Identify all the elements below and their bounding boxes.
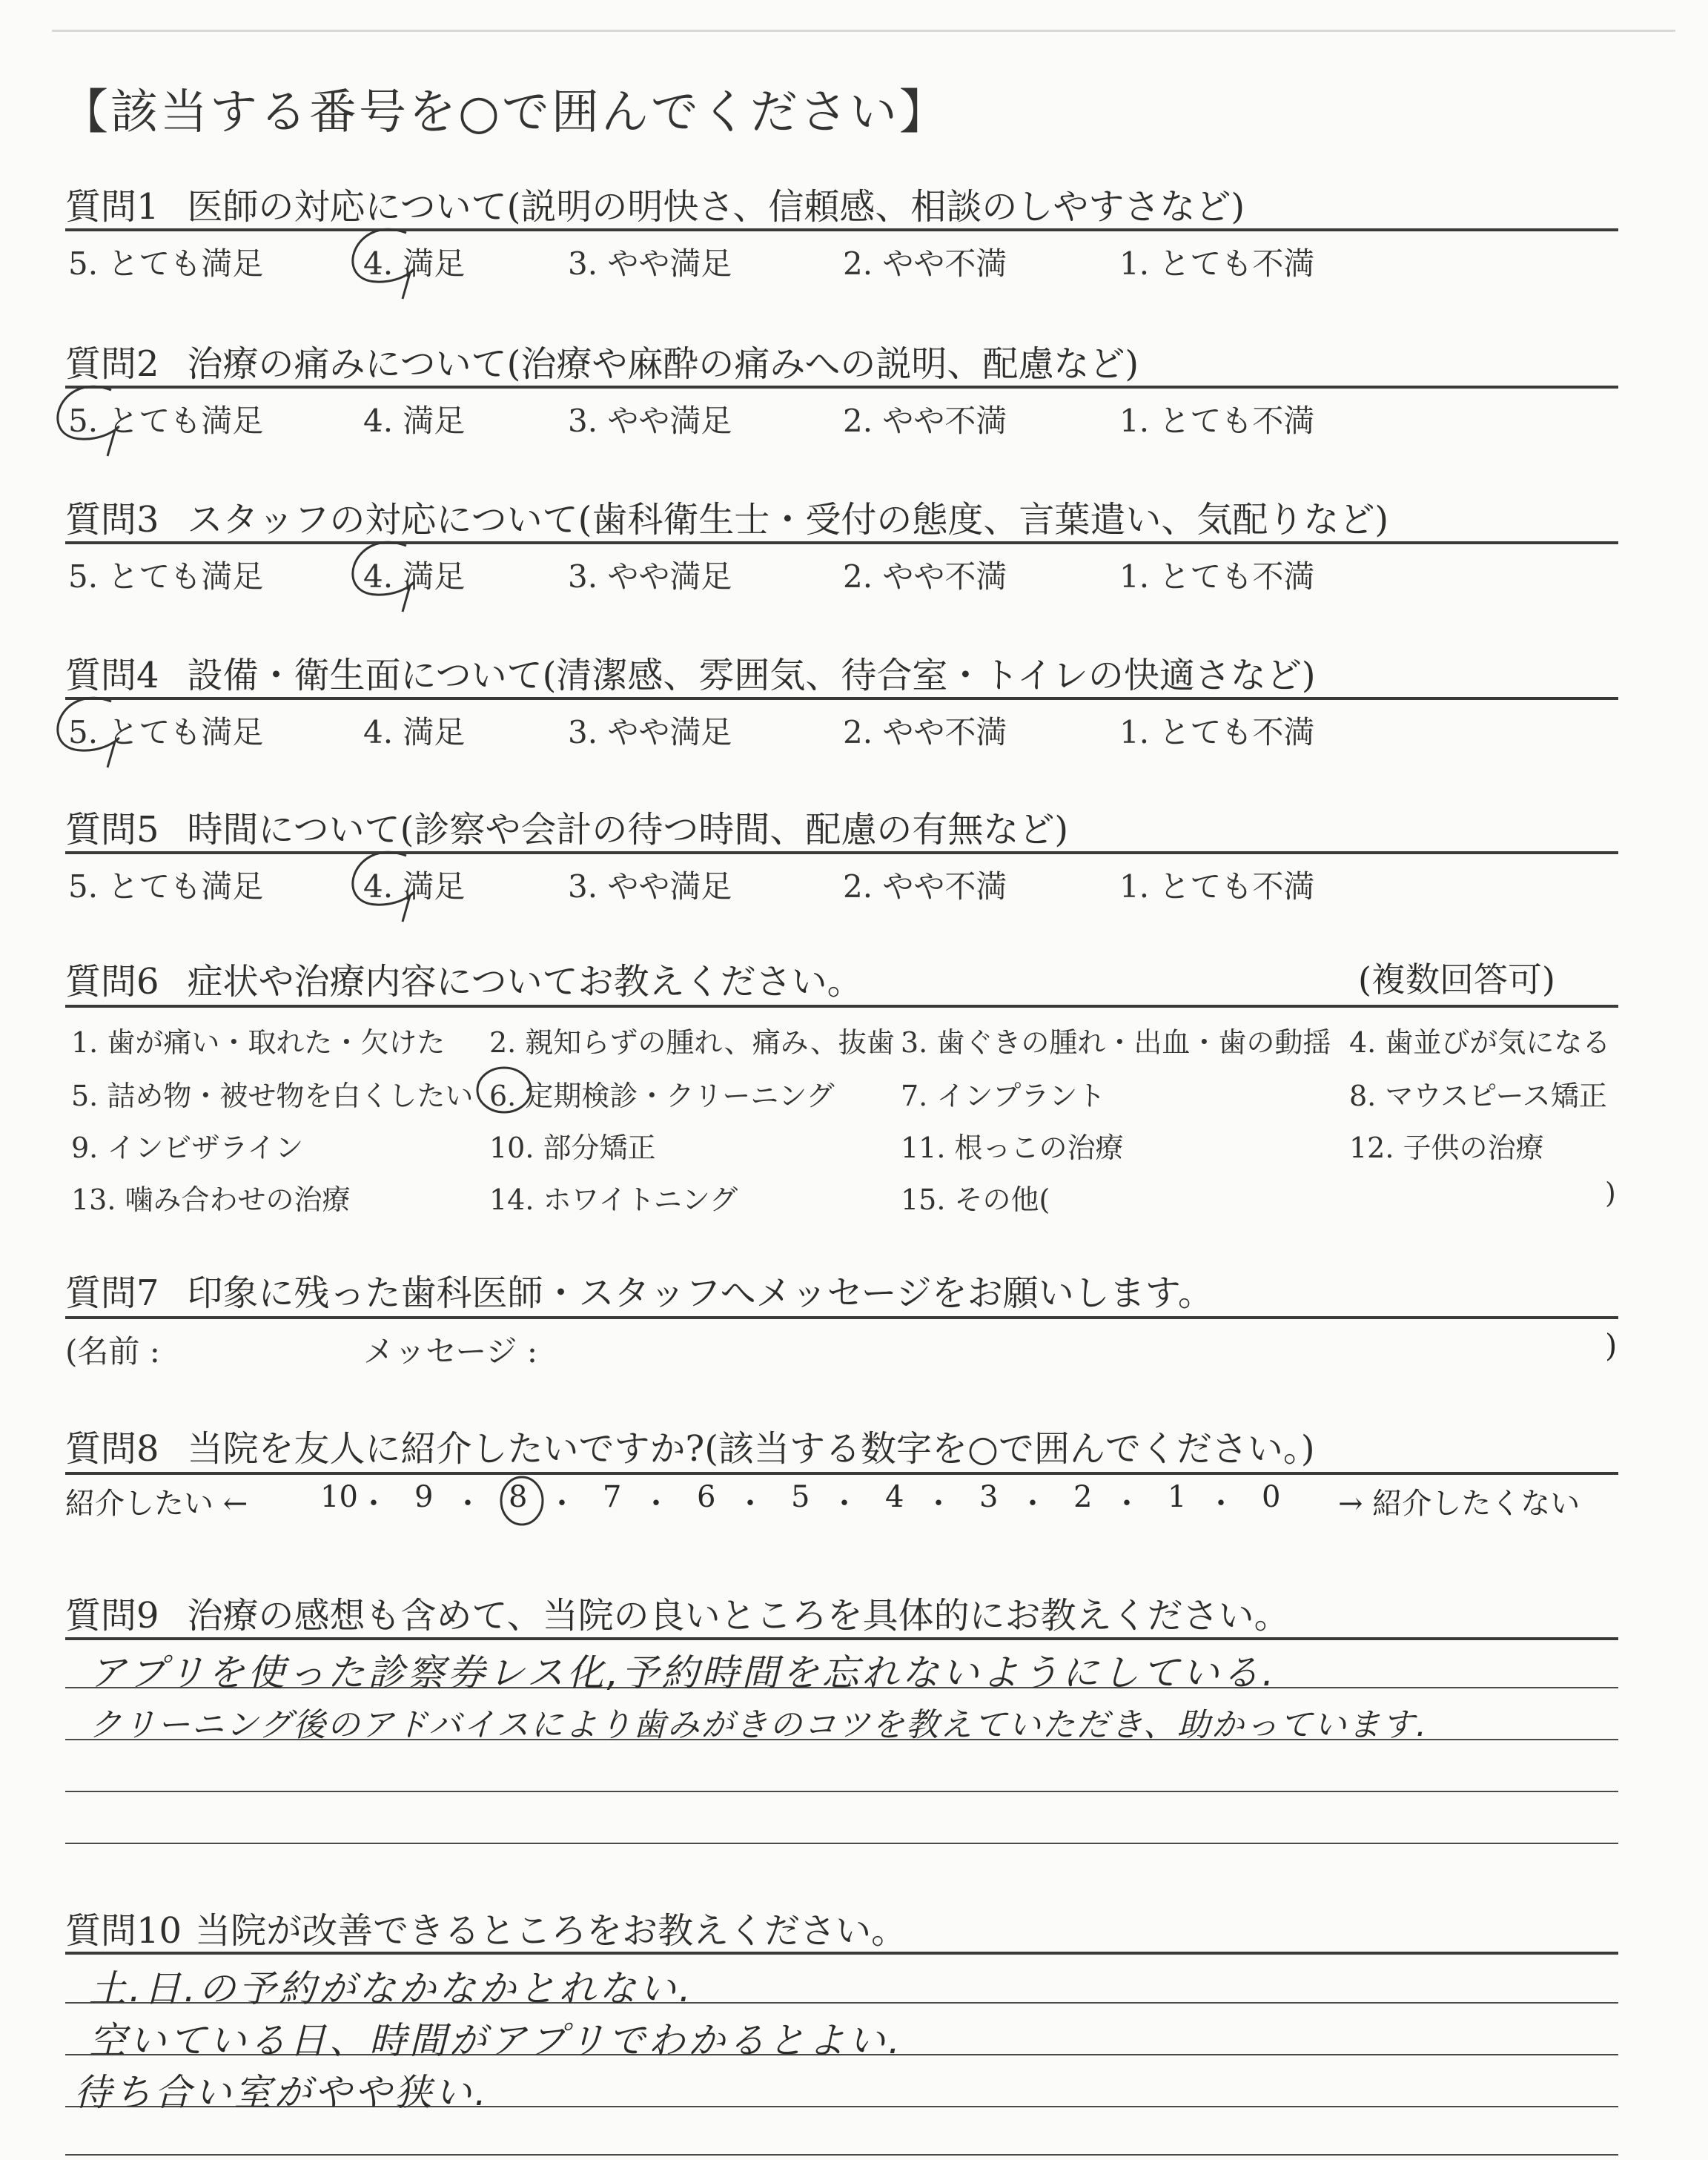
q2-number: 質問2 [65, 343, 159, 385]
q5-title [65, 801, 1068, 852]
q4-option-2[interactable]: 2. やや不満 [843, 714, 1007, 750]
q8-scale-separator: ・ [924, 1487, 953, 1521]
q8-scale-7[interactable]: 7 [603, 1480, 622, 1514]
q6-rule [65, 1005, 1618, 1008]
q8-scale-10[interactable]: 10 [320, 1480, 358, 1514]
q9-answer-2: クリーニング後のアドバイスにより歯みがきのコツを教えていただき、助かっています. [89, 1706, 1429, 1744]
q10-answer-1: 土.日.の予約がなかなかとれない. [89, 1967, 694, 2010]
q8-scale-3[interactable]: 3 [979, 1480, 999, 1514]
q3-option-2[interactable]: 2. やや不満 [843, 558, 1007, 595]
q6-option-13[interactable]: 13. 噛み合わせの治療 [71, 1183, 351, 1216]
q8-scale-8[interactable]: 8 [509, 1480, 528, 1514]
q3-rule [65, 541, 1618, 544]
q6-option-16[interactable]: ) [1605, 1177, 1616, 1209]
q6-option-8[interactable]: 8. マウスピース矯正 [1349, 1080, 1607, 1112]
q5-option-5[interactable]: 5. とても満足 [68, 868, 264, 905]
q6-option-3[interactable]: 3. 歯ぐきの腫れ・出血・歯の動揺 [901, 1026, 1331, 1059]
q6-option-12[interactable]: 12. 子供の治療 [1349, 1132, 1544, 1164]
q10-answer-3: 待ち合い室がやや狭い. [74, 2071, 489, 2114]
q8-text: 当院を友人に紹介したいですか?(該当する数字を○で囲んでください。) [187, 1428, 1315, 1470]
q4-option-3[interactable]: 3. やや満足 [568, 714, 732, 750]
q7-title [65, 1264, 1214, 1315]
q8-scale-separator: ・ [453, 1487, 483, 1521]
q2-rule [65, 386, 1618, 389]
q5-number: 質問5 [65, 809, 159, 851]
q2-text: 治療の痛みについて(治療や麻酔の痛みへの説明、配慮など) [187, 343, 1139, 385]
q8-scale-separator: ・ [830, 1487, 859, 1521]
q2-title [65, 335, 1139, 386]
q9-number: 質問9 [65, 1595, 159, 1636]
q2-option-4[interactable]: 4. 満足 [363, 403, 466, 439]
q8-scale-9[interactable]: 9 [414, 1480, 434, 1514]
q2-option-1[interactable]: 1. とても不満 [1119, 403, 1315, 439]
q8-left-label: 紹介したい ← [65, 1487, 248, 1521]
q1-title [65, 178, 1245, 229]
q8-title [65, 1420, 1315, 1471]
q8-scale-6[interactable]: 6 [697, 1480, 716, 1514]
q2-option-3[interactable]: 3. やや満足 [568, 403, 732, 439]
q6-option-15[interactable]: 15. その他( [901, 1183, 1050, 1216]
q1-rule [65, 228, 1618, 231]
q1-option-5[interactable]: 5. とても満足 [68, 245, 264, 282]
q3-option-1[interactable]: 1. とても不満 [1119, 558, 1315, 595]
q8-scale-separator: ・ [641, 1487, 671, 1521]
q8-scale-1[interactable]: 1 [1168, 1480, 1187, 1514]
q6-title [65, 953, 863, 1004]
q6-option-9[interactable]: 9. インビザライン [71, 1132, 304, 1164]
q6-option-1[interactable]: 1. 歯が痛い・取れた・欠けた [71, 1026, 446, 1059]
q8-scale-separator: ・ [1206, 1487, 1236, 1521]
q2-option-5[interactable]: 5. とても満足 [68, 403, 264, 439]
q1-text: 医師の対応について(説明の明快さ、信頼感、相談のしやすさなど) [187, 186, 1245, 228]
q6-option-2[interactable]: 2. 親知らずの腫れ、痛み、抜歯 [489, 1026, 895, 1059]
q8-scale-separator: ・ [735, 1487, 765, 1521]
q7-close-paren: ) [1605, 1327, 1618, 1364]
q6-number: 質問6 [65, 961, 159, 1003]
q10-line-4 [65, 2154, 1618, 2156]
q5-option-1[interactable]: 1. とても不満 [1119, 868, 1315, 905]
q3-option-5[interactable]: 5. とても満足 [68, 558, 264, 595]
q9-line-3 [65, 1791, 1618, 1792]
q3-title [65, 491, 1388, 542]
q6-text: 症状や治療内容についてお教えください。 [187, 961, 863, 1003]
q1-option-3[interactable]: 3. やや満足 [568, 245, 732, 282]
q9-rule [65, 1637, 1618, 1640]
q5-text: 時間について(診察や会計の待つ時間、配慮の有無など) [187, 809, 1069, 851]
q10-rule [65, 1952, 1618, 1955]
q10-answer-2: 空いている日、時間がアプリでわかるとよい. [89, 2019, 903, 2062]
q8-rule [65, 1472, 1618, 1475]
q9-text: 治療の感想も含めて、当院の良いところを具体的にお教えください。 [187, 1595, 1290, 1636]
q4-option-1[interactable]: 1. とても不満 [1119, 714, 1315, 750]
q4-text: 設備・衛生面について(清潔感、雰囲気、待合室・トイレの快適さなど) [187, 655, 1316, 696]
q8-number: 質問8 [65, 1428, 159, 1470]
q8-scale-separator: ・ [1018, 1487, 1047, 1521]
q4-option-5[interactable]: 5. とても満足 [68, 714, 264, 750]
q3-option-3[interactable]: 3. やや満足 [568, 558, 732, 595]
q8-scale-separator: ・ [1112, 1487, 1142, 1521]
q6-multiple-note: (複数回答可) [1358, 960, 1555, 1000]
q9-answer-1: アプリを使った診察券レス化,予約時間を忘れないようにしている. [89, 1651, 1277, 1694]
q8-scale-separator: ・ [547, 1487, 577, 1521]
q1-option-1[interactable]: 1. とても不満 [1119, 245, 1315, 282]
q5-option-2[interactable]: 2. やや不満 [843, 868, 1007, 905]
q8-scale-5[interactable]: 5 [791, 1480, 810, 1514]
q6-option-10[interactable]: 10. 部分矯正 [489, 1132, 656, 1164]
q3-number: 質問3 [65, 499, 159, 541]
q6-option-14[interactable]: 14. ホワイトニング [489, 1183, 738, 1216]
q4-option-4[interactable]: 4. 満足 [363, 714, 466, 750]
q8-scale-2[interactable]: 2 [1073, 1480, 1093, 1514]
q3-option-4[interactable]: 4. 満足 [363, 558, 466, 595]
top-border [52, 30, 1675, 32]
q10-title [65, 1902, 907, 1953]
q6-option-6[interactable]: 6. 定期検診・クリーニング [489, 1080, 835, 1112]
q9-line-4 [65, 1843, 1618, 1844]
q8-scale-separator: ・ [359, 1487, 388, 1521]
q1-option-2[interactable]: 2. やや不満 [843, 245, 1007, 282]
q6-option-7[interactable]: 7. インプラント [901, 1080, 1106, 1112]
q4-rule [65, 697, 1618, 700]
page-heading: 【該当する番号を○で囲んでください】 [61, 85, 949, 140]
q5-option-4[interactable]: 4. 満足 [363, 868, 466, 905]
q7-message-label: メッセージ : [363, 1333, 537, 1370]
q4-number: 質問4 [65, 655, 159, 696]
q3-text: スタッフの対応について(歯科衛生士・受付の態度、言葉遣い、気配りなど) [187, 499, 1389, 541]
q10-text: 当院が改善できるところをお教えください。 [195, 1910, 907, 1952]
q4-title [65, 647, 1316, 698]
q6-option-4[interactable]: 4. 歯並びが気になる [1349, 1026, 1611, 1059]
q5-rule [65, 851, 1618, 854]
q10-number: 質問10 [65, 1910, 182, 1952]
q1-number: 質問1 [65, 186, 159, 228]
q8-scale-4[interactable]: 4 [885, 1480, 904, 1514]
q7-number: 質問7 [65, 1272, 159, 1314]
q7-rule [65, 1316, 1618, 1319]
q6-option-11[interactable]: 11. 根っこの治療 [901, 1132, 1124, 1164]
q5-option-3[interactable]: 3. やや満足 [568, 868, 732, 905]
q2-option-2[interactable]: 2. やや不満 [843, 403, 1007, 439]
q9-title [65, 1587, 1290, 1638]
q8-right-label: → 紹介したくない [1338, 1487, 1580, 1521]
q8-scale-0[interactable]: 0 [1262, 1480, 1281, 1514]
q7-name-label: (名前 : [65, 1333, 160, 1370]
q6-option-5[interactable]: 5. 詰め物・被せ物を白くしたい [71, 1080, 474, 1112]
q7-text: 印象に残った歯科医師・スタッフへメッセージをお願いします。 [187, 1272, 1214, 1314]
q1-option-4[interactable]: 4. 満足 [363, 245, 466, 282]
